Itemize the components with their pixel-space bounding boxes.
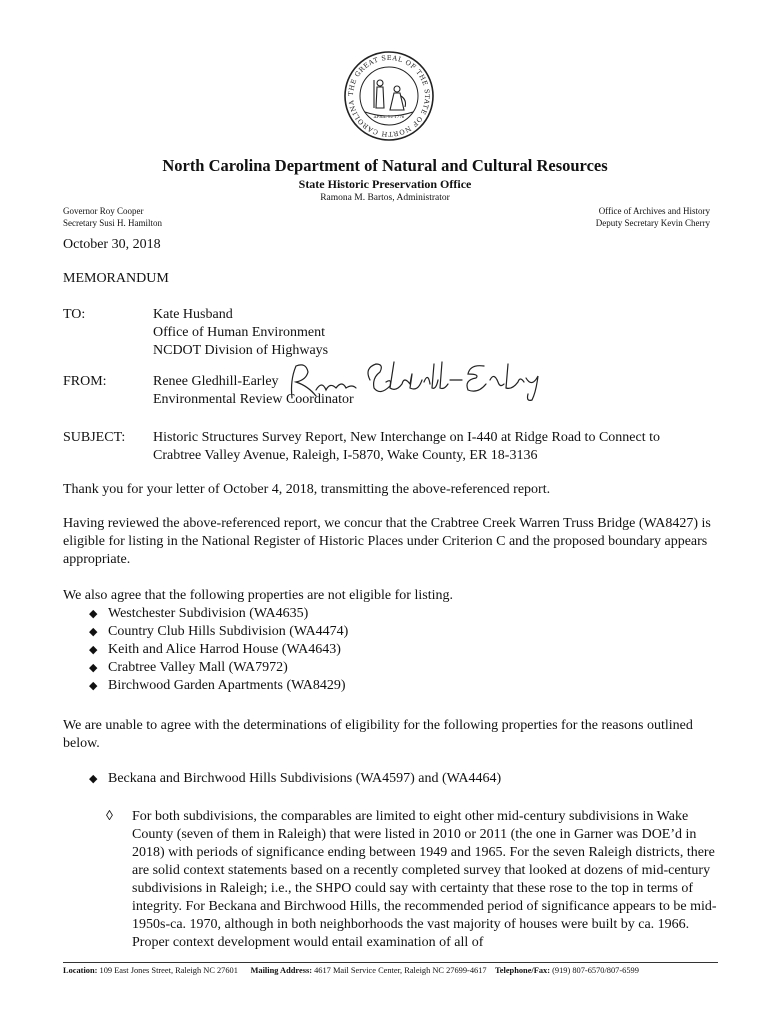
memo-heading: MEMORANDUM [63, 271, 169, 286]
from-label: FROM: [63, 374, 107, 389]
subject-text [153, 429, 713, 465]
phone-value: (919) 807-6570/807-6599 [552, 966, 639, 975]
list-item: ◆ Westchester Subdivision (WA4635) [89, 606, 309, 621]
diamond-bullet-icon: ◆ [89, 680, 98, 692]
diamond-bullet-icon: ◆ [89, 644, 98, 656]
diamond-bullet-icon: ◆ [89, 626, 98, 638]
to-line-office: Office of Human Environment [153, 325, 325, 340]
list-item: ◆ Crabtree Valley Mall (WA7972) [89, 660, 288, 675]
to-line-division: NCDOT Division of Highways [153, 343, 329, 358]
from-line-name: Renee Gledhill-Earley [153, 374, 279, 389]
from-line-title: Environmental Review Coordinator [153, 392, 354, 407]
governor-line: Governor Roy Cooper [63, 206, 144, 216]
hollow-diamond-icon: ◊ [106, 809, 113, 824]
mailing-value: 4617 Mail Service Center, Raleigh NC 27699-4617 [314, 966, 487, 975]
deputy-secretary-line: Deputy Secretary Kevin Cherry [595, 218, 710, 228]
disagreement-paragraph: We are unable to agree with the determinations of eligibility for the following properties for the reasons outlined below. [63, 718, 693, 751]
administrator-name: Ramona M. Bartos, Administrator [320, 193, 450, 203]
list-item: ◆ Beckana and Birchwood Hills Subdivisions (WA4597) and (WA4464) [89, 771, 502, 786]
list-item: ◆ Birchwood Garden Apartments (WA8429) [89, 678, 346, 693]
subject-line-1: Historic Structures Survey Report, New Interchange on I-440 at Ridge Road to Connect to [153, 430, 660, 445]
diamond-bullet-icon: ◆ [89, 608, 98, 620]
letterhead-right [596, 205, 710, 229]
department-title: North Carolina Department of Natural and Cultural Resources [162, 156, 608, 175]
subject-label: SUBJECT: [63, 430, 126, 445]
subject-line-2: Crabtree Valley Avenue, Raleigh, I-5870, Wake County, ER 18-3136 [153, 448, 538, 463]
subdivision-comments: For both subdivisions, the comparables are limited to eight other mid-century subdivisions in Wake County (seven of them in Raleigh) that were listed in 2010 or 2011 (the one in Garner was DOE’d in 2018) with periods of significance ending between 1949 and 1965. For the seven Raleigh districts, there are solid context statements based on a recently completed survey that looked at dozens of mid-century subdivisions in Raleigh; i.e., the SHPO could say with certainty that these rose to the top in terms of integrity. For Beckana and Birchwood Hills, the recommended period of significance appears to be mid-1950s-ca. 1970, although in both neighborhoods the vast majority of houses were built by ca. 1966. Proper context development would entail examination of all of [132, 809, 717, 950]
location-value: 109 East Jones Street, Raleigh NC 27601 [99, 966, 238, 975]
disputed-property-item [87, 770, 727, 788]
to-label: TO: [63, 307, 86, 322]
state-seal-logo [343, 50, 435, 142]
list-item: ◆ Keith and Alice Harrod House (WA4643) [89, 642, 341, 657]
to-line-name: Kate Husband [153, 307, 233, 322]
office-name: State Historic Preservation Office [298, 177, 472, 191]
footer-divider [63, 962, 718, 963]
letter-footer [63, 966, 639, 975]
diamond-bullet-icon: ◆ [89, 773, 98, 785]
location-label: Location: [63, 966, 98, 975]
memo-date: October 30, 2018 [63, 237, 161, 252]
handwritten-signature [286, 358, 548, 404]
phone-label: Telephone/Fax: [494, 966, 551, 975]
secretary-line: Secretary Susi H. Hamilton [63, 218, 162, 228]
intro-paragraph: Thank you for your letter of October 4, 2018, transmitting the above-referenced report. [63, 482, 551, 497]
mailing-label: Mailing Address: [250, 966, 313, 975]
svg-text:THE GREAT SEAL OF THE STATE OF: THE GREAT SEAL OF THE STATE OF NORTH CAROLINA [346, 53, 432, 139]
not-eligible-list [87, 605, 348, 695]
letterhead-left [63, 205, 162, 229]
to-recipient [153, 306, 713, 360]
list-item: ◆ Country Club Hills Subdivision (WA4474) [89, 624, 349, 639]
svg-text:APRIL 12 1776: APRIL 12 1776 [373, 114, 405, 119]
not-eligible-intro: We also agree that the following properties are not eligible for listing. [63, 588, 453, 603]
diamond-bullet-icon: ◆ [89, 662, 98, 674]
concurrence-paragraph: Having reviewed the above-referenced report, we concur that the Crabtree Creek Warren Truss Bridge (WA8427) is eligible for listing in the National Register of Historic Places under Criterion C and the proposed boundary appears appropriate. [63, 516, 711, 567]
archives-line: Office of Archives and History [598, 206, 710, 216]
